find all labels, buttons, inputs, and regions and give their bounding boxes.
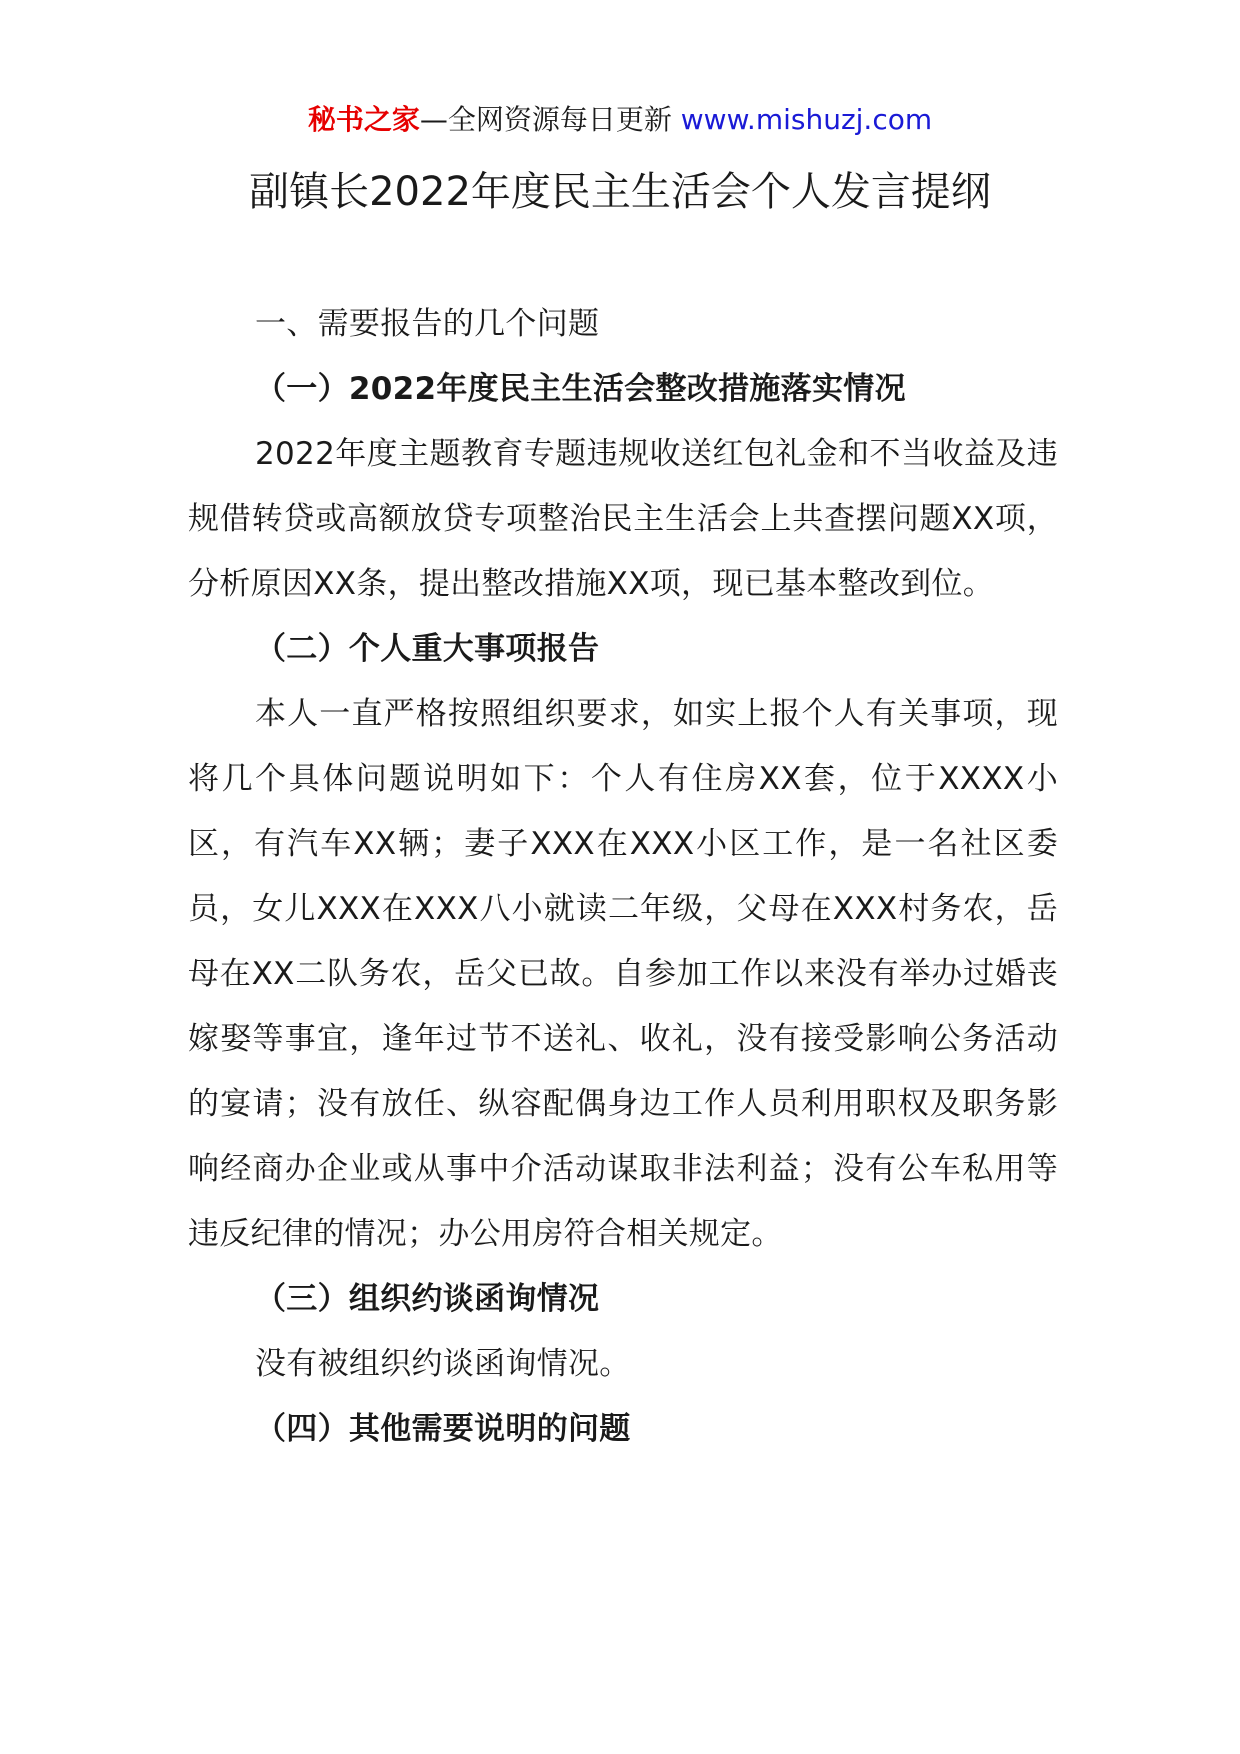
document-body [188,292,1058,1462]
paragraph-interview: 没有被组织约谈函询情况。 [255,1346,631,1382]
site-url-link[interactable]: www.mishuzj.com [680,103,933,136]
subsection-heading-1: （一）2022年度民主生活会整改措施落实情况 [255,371,906,407]
paragraph-personal-matters: 本人一直严格按照组织要求，如实上报个人有关事项，现将几个具体问题说明如下：个人有住房XX套，位于XXXX小区，有汽车XX辆；妻子XXX在XXX小区工作，是一名社区委员，女儿XXX在XXX八小就读二年级，父母在XXX村务农，岳母在XX二队务农，岳父已故。自参加工作以来没有举办过婚丧嫁娶等事宜，逢年过节不送礼、收礼，没有接受影响公务活动的宴请；没有放任、纵容配偶身边工作人员利用职权及职务影响经商办企业或从事中介活动谋取非法利益；没有公车私用等违反纪律的情况；办公用房符合相关规定。 [188,696,1058,1252]
site-header [0,100,1240,140]
header-tagline: —全网资源每日更新 [419,103,681,136]
subsection-heading-2: （二）个人重大事项报告 [255,631,600,667]
section-heading-1: 一、需要报告的几个问题 [255,306,600,342]
brand-name: 秘书之家 [307,103,420,136]
paragraph-rectification: 2022年度主题教育专题违规收送红包礼金和不当收益及违规借转贷或高额放贷专项整治民主生活会上共查摆问题XX项，分析原因XX条，提出整改措施XX项，现已基本整改到位。 [188,436,1058,602]
document-title: 副镇长2022年度民主生活会个人发言提纲 [249,169,991,215]
subsection-heading-4: （四）其他需要说明的问题 [255,1411,631,1447]
subsection-heading-3: （三）组织约谈函询情况 [255,1281,600,1317]
